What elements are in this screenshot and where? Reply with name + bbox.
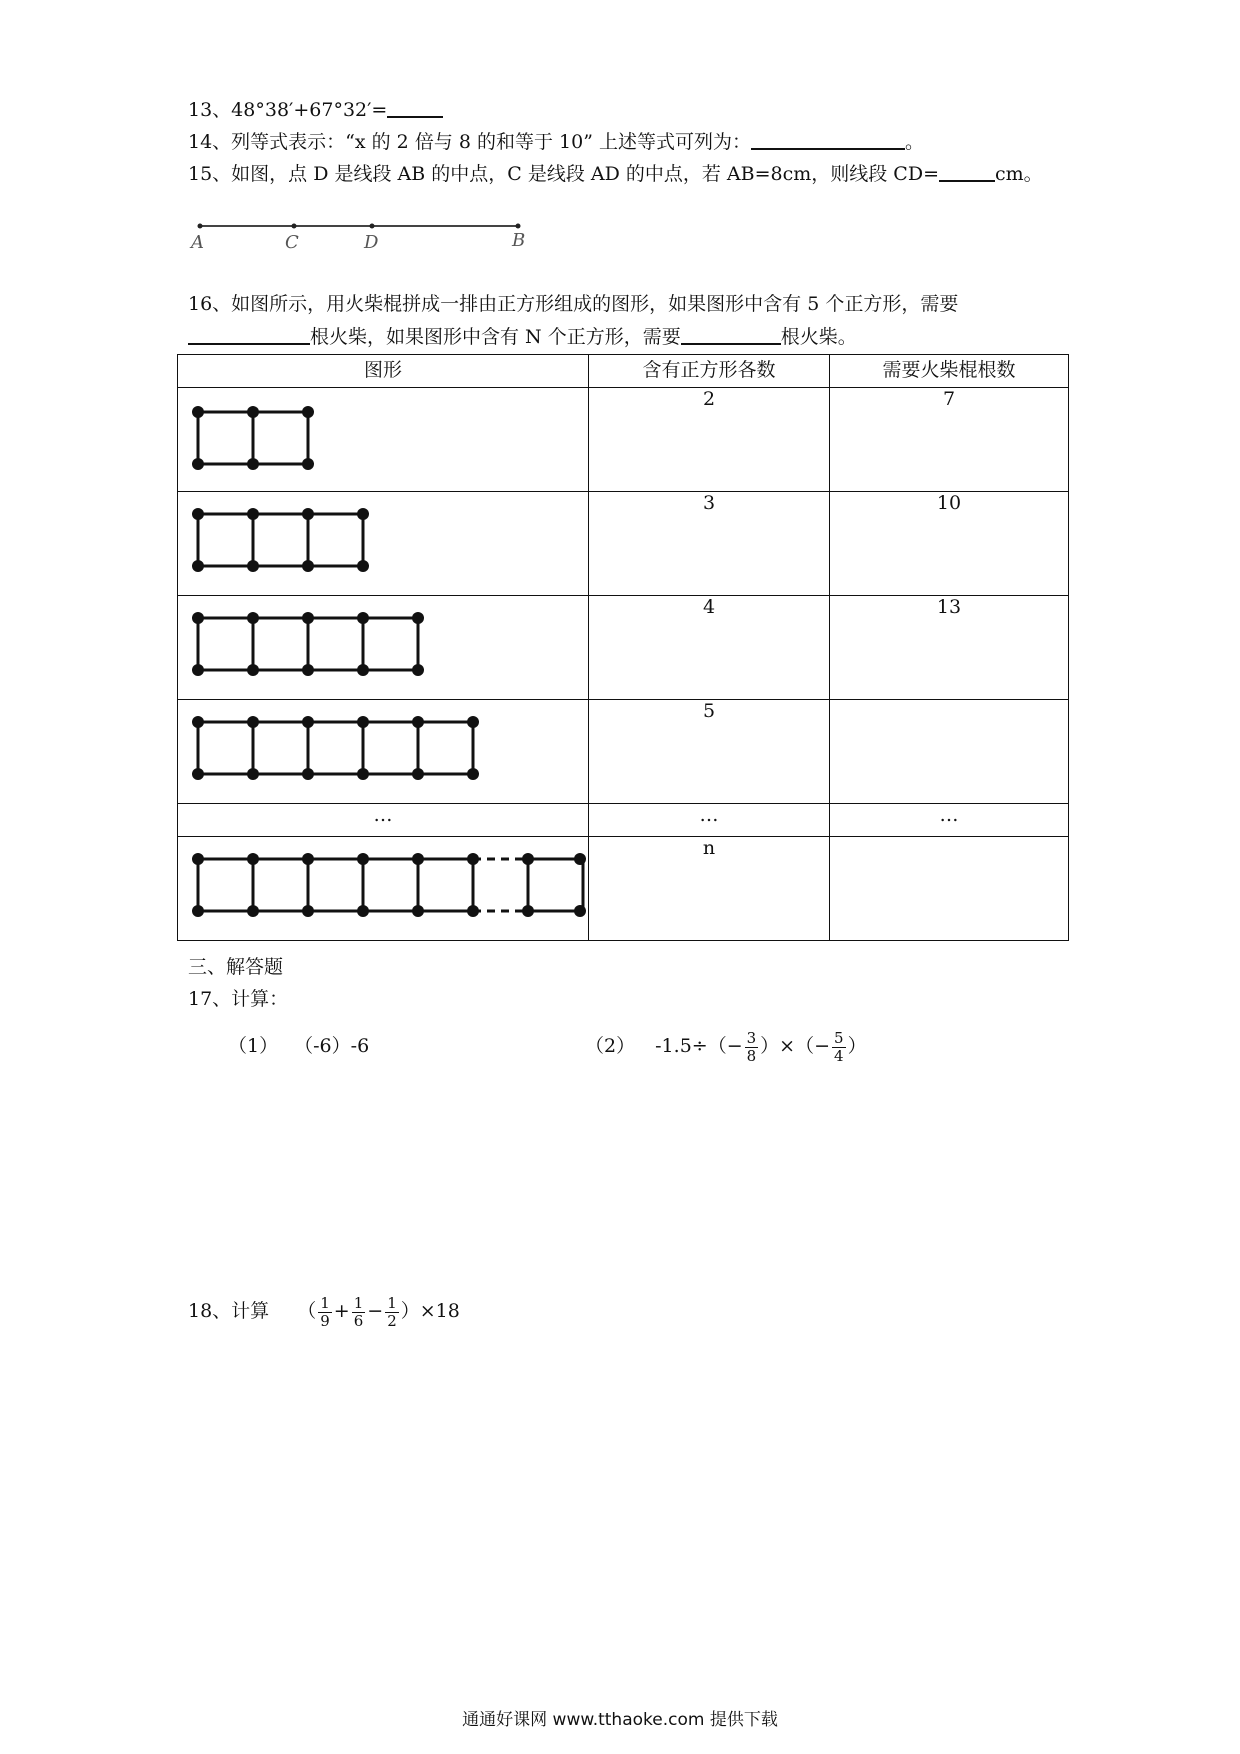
- sticks-cell[interactable]: [830, 700, 1069, 804]
- q18-plus: +: [333, 1300, 350, 1322]
- answer-blank-16a[interactable]: [188, 325, 310, 345]
- part1-expression: （-6）-6: [294, 1035, 370, 1057]
- q18-open: （: [297, 1300, 317, 1322]
- squares-cell: 3: [589, 492, 830, 596]
- page-footer: 通通好课网 www.tthaoke.com 提供下载: [462, 1710, 778, 1730]
- point-d: [370, 224, 375, 229]
- label-b: B: [512, 230, 526, 251]
- question-18-title: 18、计算: [188, 1300, 270, 1322]
- part2-label: （2）: [585, 1035, 636, 1057]
- matchstick-figure-3: [178, 492, 588, 590]
- section-3-title: 三、解答题: [188, 956, 284, 978]
- sticks-cell: 13: [830, 596, 1069, 700]
- fraction-1-2: $\frac{1}{2}$: [387, 1293, 397, 1330]
- q18-close: ）×18: [400, 1300, 460, 1322]
- squares-cell: n: [589, 837, 830, 941]
- table-row: [178, 700, 1069, 804]
- table-row-ellipsis: [178, 804, 1069, 837]
- table-row: [178, 492, 1069, 596]
- point-c: [292, 224, 297, 229]
- fraction-5-4: $\frac{5}{4}$: [834, 1028, 844, 1065]
- question-17-part2: [585, 1026, 867, 1066]
- question-14-text: 14、列等式表示：“x 的 2 倍与 8 的和等于 10” 上述等式可列为：: [188, 131, 751, 153]
- segment-diagram: [188, 214, 528, 234]
- header-squares: 含有正方形各数: [589, 355, 830, 388]
- answer-blank-13[interactable]: [387, 98, 443, 118]
- point-a: [198, 224, 203, 229]
- figure-cell: [178, 596, 589, 700]
- question-18: [188, 1291, 460, 1331]
- q18-minus: −: [367, 1300, 384, 1322]
- figure-cell: [178, 388, 589, 492]
- table-row: [178, 388, 1069, 492]
- part2-expr-c: ）: [847, 1035, 867, 1057]
- fraction-1-9: $\frac{1}{9}$: [320, 1293, 330, 1330]
- sticks-cell: 10: [830, 492, 1069, 596]
- part2-expr-a: -1.5÷（−: [655, 1035, 743, 1057]
- question-14-end: 。: [904, 131, 924, 153]
- question-17-title: 17、计算：: [188, 988, 289, 1010]
- question-13: [188, 98, 443, 122]
- answer-blank-16b[interactable]: [681, 325, 781, 345]
- question-14: [188, 130, 924, 154]
- answer-blank-14[interactable]: [751, 130, 905, 150]
- matchstick-table: [177, 354, 1069, 941]
- ellipsis-cell: …: [830, 804, 1069, 837]
- question-13-text: 13、48°38′+67°32′=: [188, 99, 388, 121]
- label-d: D: [364, 232, 379, 253]
- matchstick-figure-n: [178, 837, 588, 935]
- question-15-text: 15、如图，点 D 是线段 AB 的中点，C 是线段 AD 的中点，若 AB=8cm，则线段 CD=: [188, 163, 939, 185]
- fraction-1-6: $\frac{1}{6}$: [353, 1293, 364, 1330]
- figure-cell: [178, 837, 589, 941]
- table-header-row: [178, 355, 1069, 388]
- sticks-cell: 7: [830, 388, 1069, 492]
- squares-cell: 2: [589, 388, 830, 492]
- ellipsis-cell: …: [178, 804, 589, 837]
- question-15: [188, 162, 1043, 186]
- squares-cell: 4: [589, 596, 830, 700]
- figure-cell: [178, 492, 589, 596]
- header-sticks: 需要火柴棍根数: [830, 355, 1069, 388]
- question-16-line1: 16、如图所示，用火柴棍拼成一排由正方形组成的图形，如果图形中含有 5 个正方形，需要: [188, 293, 959, 315]
- part2-expr-b: ）×（−: [760, 1035, 831, 1057]
- question-17-part1: [228, 1034, 369, 1058]
- header-figure: 图形: [178, 355, 589, 388]
- question-16-line2: [188, 325, 857, 349]
- squares-cell: 5: [589, 700, 830, 804]
- point-b: [516, 224, 521, 229]
- matchstick-figure-2: [178, 388, 588, 486]
- figure-cell: [178, 700, 589, 804]
- label-c: C: [285, 232, 299, 253]
- part1-label: （1）: [228, 1035, 279, 1057]
- table-row: [178, 596, 1069, 700]
- answer-blank-15[interactable]: [939, 162, 995, 182]
- question-16-line2-b: 根火柴。: [780, 326, 857, 348]
- ellipsis-cell: …: [589, 804, 830, 837]
- question-16-line2-a: 根火柴，如果图形中含有 N 个正方形，需要: [310, 326, 681, 348]
- sticks-cell[interactable]: [830, 837, 1069, 941]
- table-row: [178, 837, 1069, 941]
- fraction-3-8: $\frac{3}{8}$: [746, 1028, 757, 1065]
- question-15-unit: cm。: [994, 163, 1043, 185]
- matchstick-figure-5: [178, 700, 588, 798]
- matchstick-figure-4: [178, 596, 588, 694]
- label-a: A: [191, 232, 204, 253]
